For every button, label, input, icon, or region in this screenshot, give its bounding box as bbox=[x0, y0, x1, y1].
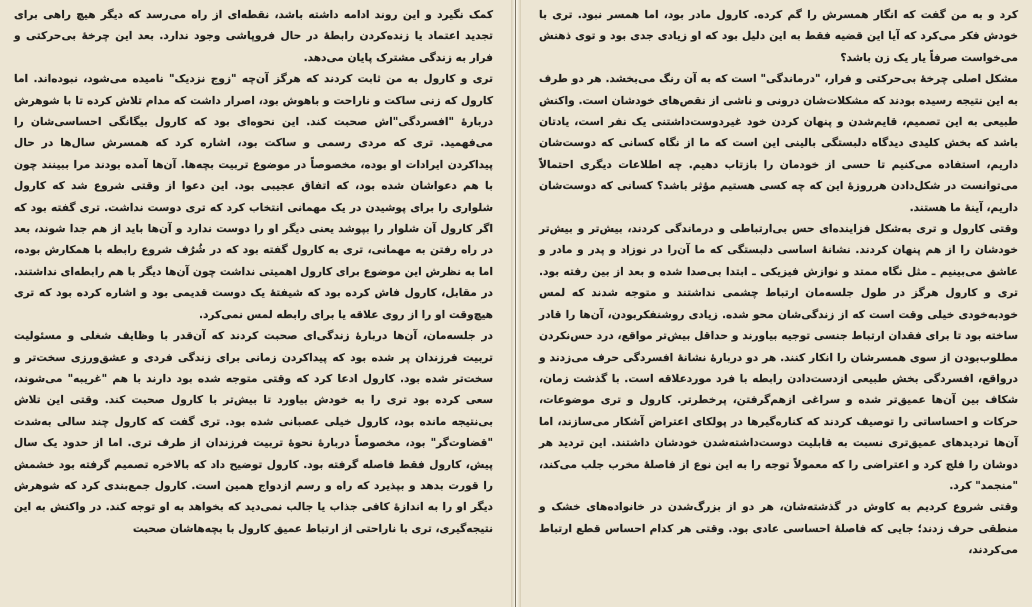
right-paragraph-2: مشکل اصلی چرخهٔ بی‌حرکتی و فرار، "درماندگی" است که به آن رنگ می‌بخشد. هر دو طرف به این نتیجه رسیده بودند که مشکلات‌شان درونی و ناشی از نقص‌های خودشان است. واکنش طبیعی به این تصمیم، قایم‌شدن و پنهان کردن خود غیردوست‌داشتنی یک نفر است، یادتان باشد که بخش کلیدی دیدگاه دلبستگی بالینی این است که ما از نگاه کسانی که دوست‌شان داریم، استفاده می‌کنیم تا حسی از خودمان را بازتاب دهیم. چه اطلاعات دیگری احتمالاً می‌توانست در شکل‌دادن هرروزهٔ این که چه کسی هستیم مؤثر باشد؟ کسانی که دوست‌شان داریم، آینهٔ ما هستند. bbox=[539, 73, 1018, 214]
right-page bbox=[521, 0, 1032, 607]
left-paragraph-3: در جلسه‌مان، آن‌ها دربارهٔ زندگی‌ای صحبت کردند که آن‌قدر با وظایف شغلی و مسئولیت تربیت فرزندان پر شده بود که پیدا‌کردن زمانی برای زندگی فردی و عشق‌ورزی سخت‌تر و سخت‌تر شده بود. کارول ادعا کرد که وقتی متوجه شده بود دارند با هم "غریبه" می‌شوند، سعی کرده بود تری را به خودش بیاورد تا بیش‌تر با کارول صحبت کند. وقتی این تلاش بی‌نتیجه مانده بود، کارول خیلی عصبانی شده بود. تری گفت که کارول چند سالی به‌شدت "قضاوت‌گر" بود، مخصوصاً دربارهٔ نحوهٔ تربیت فرزندان از طرف تری. اما از حدود یک سال پیش، کارول فقط فاصله گرفته بود. کارول توضیح داد که بالاخره تصمیم گرفته بود خشمش را قورت بدهد و بپذیرد که راه و رسم ازدواج همین است. کارول جمع‌بندی کرد که شوهرش دیگر او را به اندازهٔ کافی جذاب یا جالب نمی‌دید که بخواهد به او توجه کند. در واکنش به این نتیجه‌گیری، تری با ناراحتی از ارتباط عمیق کارول با بچه‌هاشان صحبت bbox=[14, 330, 493, 535]
right-paragraph-3: وقتی کارول و تری به‌شکل فزاینده‌ای حس بی‌ارتباطی و درماندگی کردند، بیش‌تر و بیش‌تر خودشان را از هم پنهان کردند. نشانهٔ اساسی دلبستگی که ما آن‌را در نوزاد و پدر و مادر و عاشق می‌بینیم ـ مثل نگاه ممتد و نوازش فیزیکی ـ ابتدا بی‌صدا شده و بعد از بین رفته بود. تری و کارول هرگز در طول جلسه‌مان ارتباط چشمی نداشتند و متوجه شدند که لمس خودبه‌خودی خیلی وقت است که از زندگی‌شان محو شده. زیادی روشنفکربودن، آن‌ها را قادر ساخته بود تا برای فقدان ارتباط جنسی توجیه بیاورند و حداقل بیش‌تر مواقع، درد حس‌نکردن مطلوب‌بودن از سوی همسرشان را انکار کنند. هر دو دربارهٔ نشانهٔ افسردگی حرف می‌زدند و درواقع، افسردگی بخش طبیعی از‌دست‌دادن رابطه با فرد موردعلاقه است. با گذشت زمان، شکاف بین آن‌ها عمیق‌تر شده و سراغی از‌هم‌گرفتن، پرخطرتر. کارول و تری موضوعات، حرکات و احساساتی را توصیف کردند که کناره‌گیرها در پولکای اعتراض آشکار می‌سازند، اما آن‌ها تردیدهای عمیق‌تری نسبت به قابلیت دوست‌داشته‌شدن خودشان داشتند. این تردید هر دوشان را فلج کرد و اعتراضی را که معمولاً توجه را به این نوع از فاصلهٔ مخرب جلب می‌کند، "منجمد" کرد. bbox=[539, 223, 1018, 492]
right-paragraph-4: وقتی شروع کردیم به کاوش در گذشته‌شان، هر دو از بزرگ‌شدن در خانواده‌های خشک و منطقی حرف زدند؛ جایی که فاصلهٔ احساسی عادی بود. وقتی هر کدام احساس قطع ارتباط می‌کردند، bbox=[539, 501, 1018, 557]
right-paragraph-1: کرد و به من گفت که انگار همسرش را گم کرده. کارول مادر بود، اما همسر نبود. تری با خودش فکر می‌کرد که آیا این قضیه فقط به این دلیل بود که او زیادی جدی بود و توی ذهنش می‌خواست صرفاً یار یک زن باشد؟ bbox=[539, 9, 1018, 64]
gutter-divider bbox=[515, 0, 516, 607]
left-paragraph-1: کمک نگیرد و این روند ادامه داشته باشد، نقطه‌ای از راه می‌رسد که دیگر هیچ راهی برای تجدید اعتماد یا زنده‌کردن رابطهٔ در حال فروپاشی وجود ندارد. بعد این چرخهٔ بی‌حرکتی و فرار به زندگی مشترک پایان می‌دهد. bbox=[14, 9, 493, 64]
left-paragraph-2: تری و کارول به من ثابت کردند که هرگز آن‌چه "زوج نزدیک" نامیده می‌شود، نبوده‌اند. اما کارول که زنی ساکت و ناراحت و باهوش بود، اصرار داشت که مدام تلاش کرده تا با شوهرش دربارهٔ "افسردگی"اش صحبت کند. این نحوه‌ای بود که کارول بیگانگی احساسی‌شان را می‌فهمید. تری که مردی رسمی و ساکت بود، اشاره کرد که همسرش سال‌ها در حال پیدا‌کردن ایرادات او بوده، مخصوصاً در موضوع تربیت بچه‌ها. آن‌ها آمده بودند مرا ببینند چون با هم دعواشان شده بود، که اتفاق عجیبی بود. این دعوا از وقتی شروع شد که کارول شلواری را برای پوشیدن در یک مهمانی انتخاب کرد که تری دوست نداشت. تری گفته بود که اگر کارول آن شلوار را بپوشد یعنی دیگر او را دوست ندارد و آن‌ها باید از هم جدا شوند، بعد در راه رفتن به مهمانی، تری به کارول گفته بود که در شُرُف شروع رابطه با همکارش بوده، اما به نظرش این موضوع برای کارول اهمیتی نداشت چون آن‌ها دیگر با هم رابطه‌ای نداشتند. در مقابل، کارول فاش کرده بود که شیفتهٔ یک دوست قدیمی بود و اشاره کرده بود که تری هیچ‌وقت او را از روی علاقه یا برای رابطه لمس نمی‌کرد. bbox=[14, 73, 493, 321]
left-page bbox=[0, 0, 511, 607]
page-gutter bbox=[511, 0, 521, 607]
